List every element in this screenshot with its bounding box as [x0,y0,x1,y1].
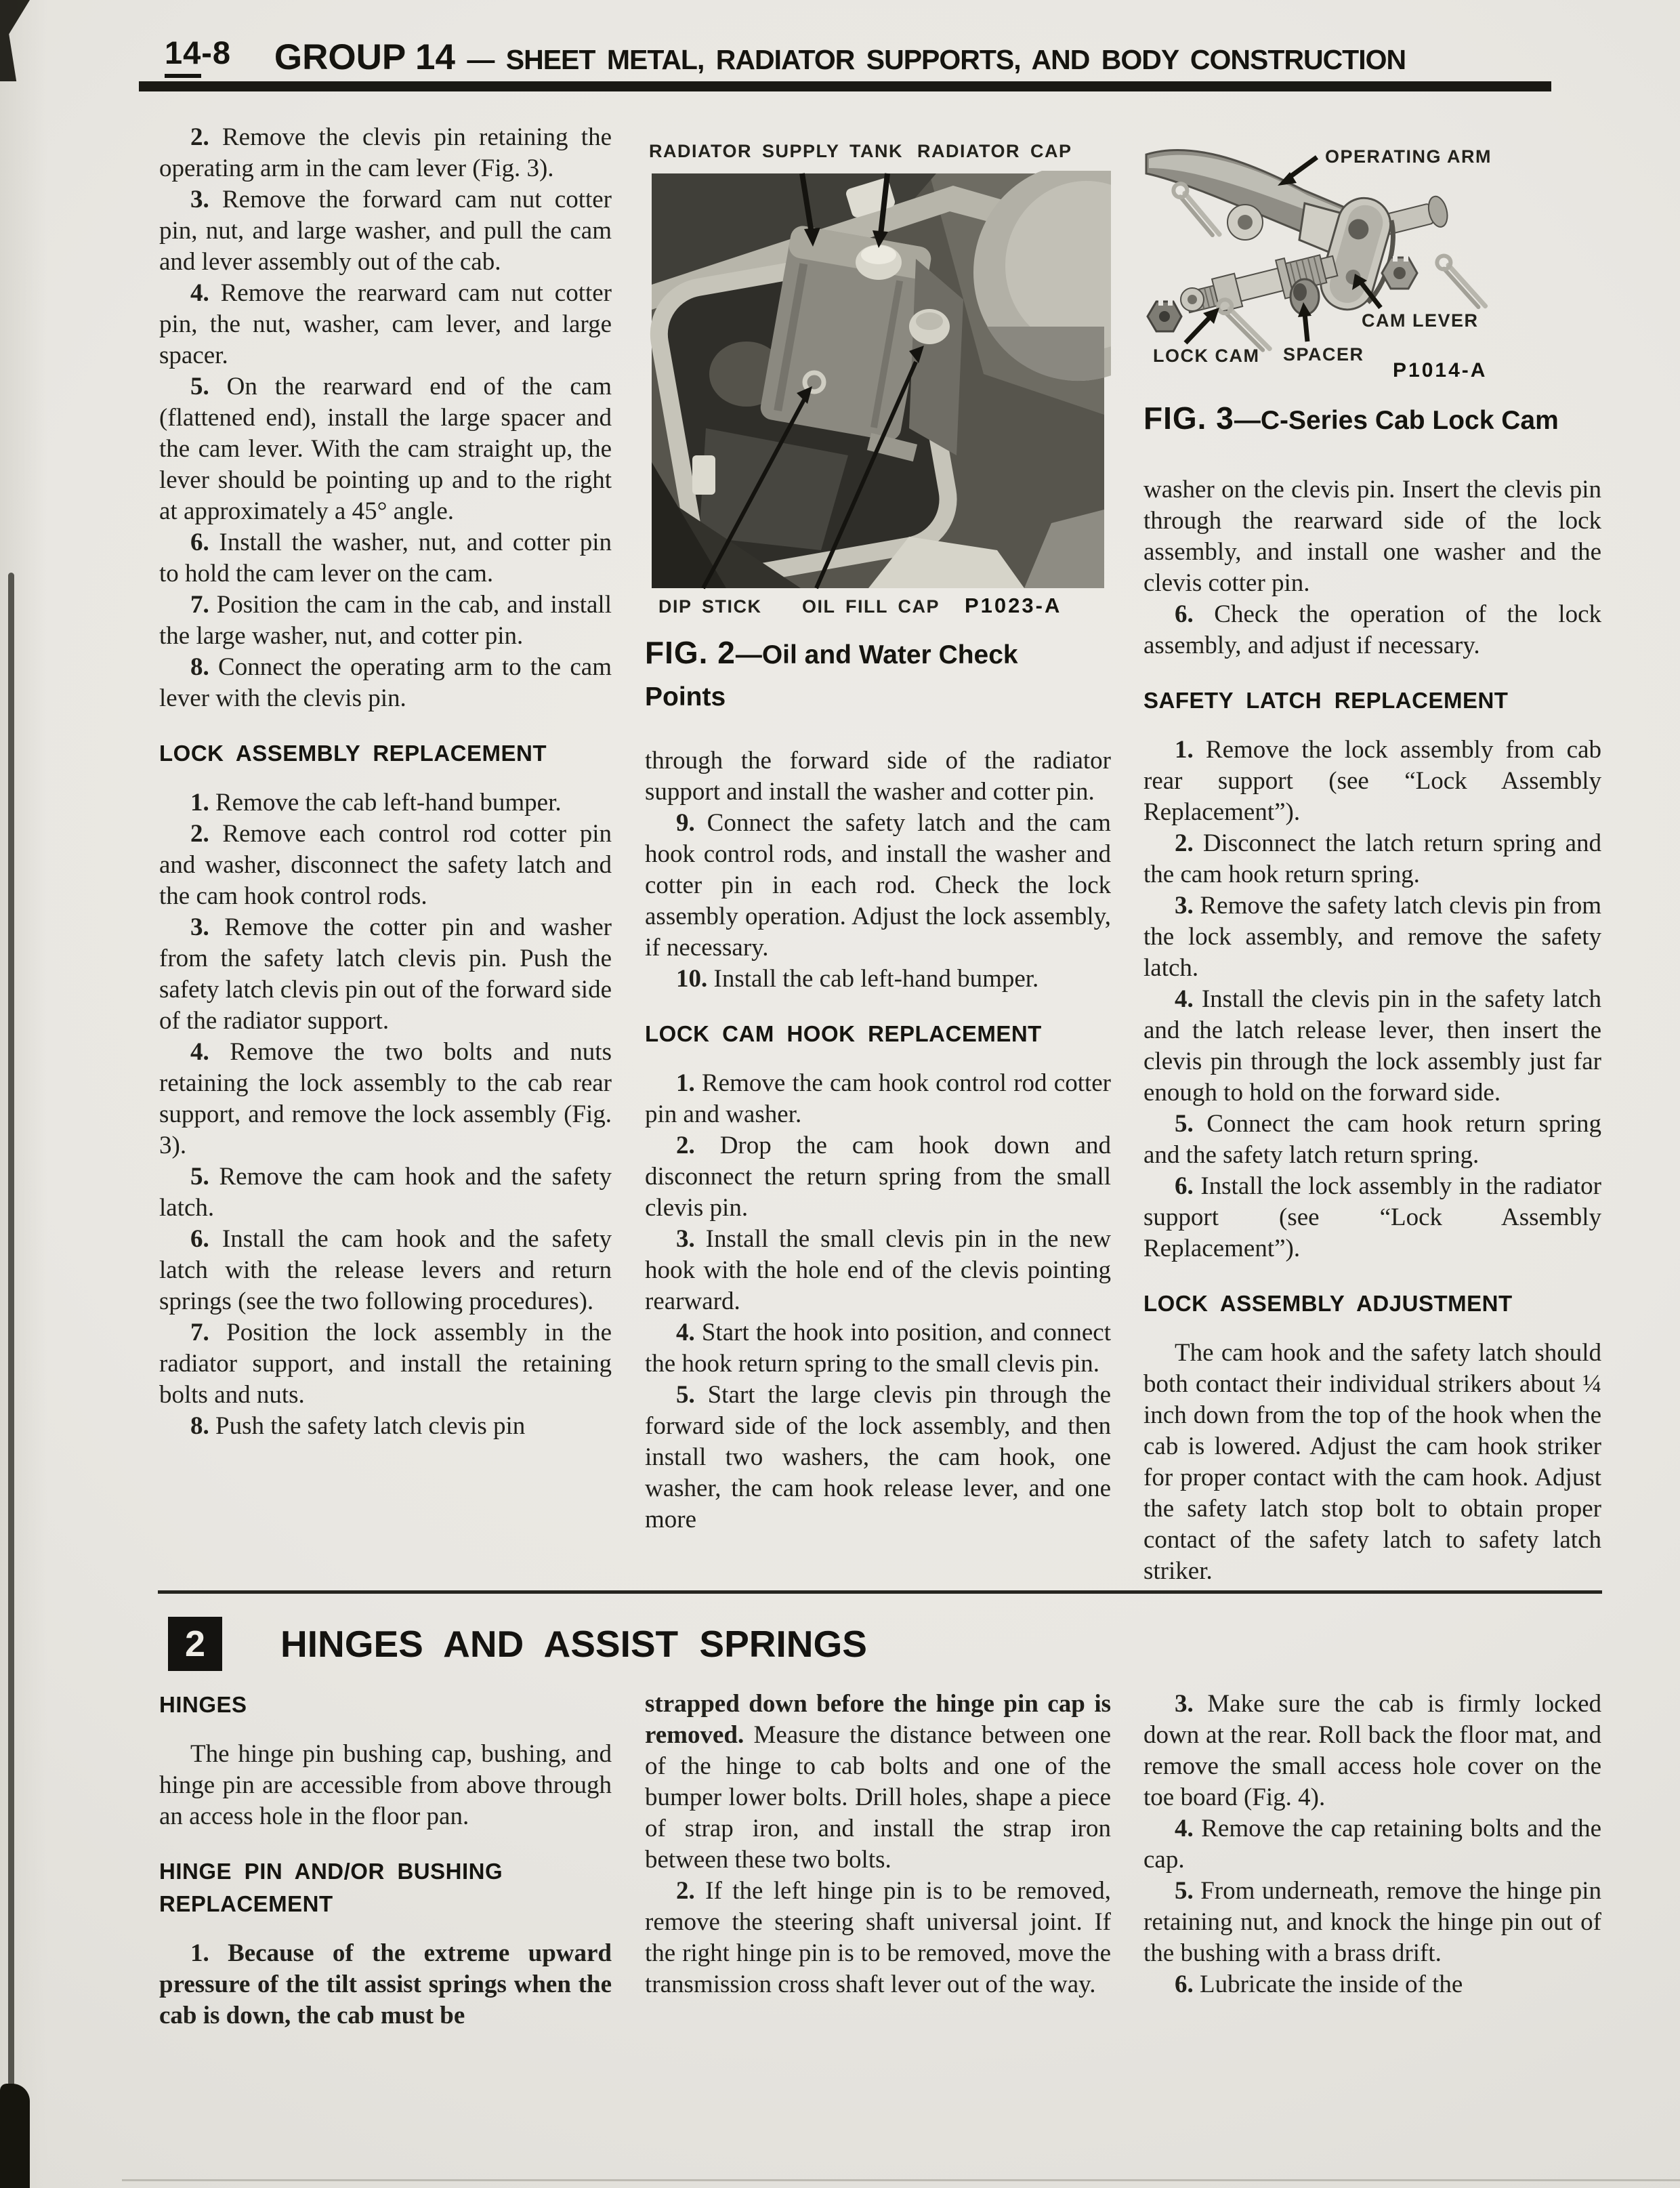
section-2-title: HINGES AND ASSIST SPRINGS [280,1623,867,1665]
step-number: 4. [676,1319,695,1346]
step-number: 2. [676,1877,695,1905]
heading-lock-assembly-replacement: LOCK ASSEMBLY REPLACEMENT [159,741,547,766]
step-number: 5. [190,1163,209,1191]
step-number: 3. [190,186,209,213]
step-number: 7. [190,591,209,619]
figure-2-photo [645,171,1111,591]
heading-lock-assembly-adjustment: LOCK ASSEMBLY ADJUSTMENT [1143,1291,1513,1316]
step-paragraph: 4. Remove the two bolts and nuts retaining the lock assembly to the cab rear support, and remove the lock assembly (Fig. 3). [159,1038,612,1159]
step-number: 8. [190,653,209,681]
step-paragraph: 5. Start the large clevis pin through the forward side of the lock assembly, and then install two washers, the cam hook, one washer, the cam hook release lever, and one more [645,1381,1111,1533]
column-2-text [645,745,1111,1535]
fig3-caption-text: —C-Series Cab Lock Cam [1234,406,1559,435]
step-paragraph: 3. Install the small clevis pin in the new hook with the hole end of the clevis pointing rearward. [645,1225,1111,1315]
fig3-label-lock-cam: LOCK CAM [1153,346,1260,366]
step-number: 5. [676,1381,695,1409]
continuation-paragraph: washer on the clevis pin. Insert the clevis pin through the rearward side of the lock assembly, and install one washer and the clevis cotter pin. [1143,476,1601,597]
step-paragraph: 2. Disconnect the latch return spring and the cam hook return spring. [1143,829,1601,888]
step-paragraph: 6. Lubricate the inside of the [1175,1970,1463,1998]
heading-hinge-pin-bushing-replacement: HINGE PIN AND/OR BUSHING REPLACEMENT [159,1859,503,1916]
step-paragraph: 5. From underneath, remove the hinge pin retaining nut, and knock the hinge pin out of the bushing with a brass drift. [1143,1877,1601,1967]
column-1 [159,122,612,1442]
bold-warning-text: strapped down before the hinge pin cap is removed. [645,1690,1111,1749]
step-number: 4. [190,1038,209,1066]
fig3-caption-number: FIG. 3 [1143,400,1234,436]
column-2 [645,122,1111,1535]
step-paragraph: 6. Check the operation of the lock assembly, and adjust if necessary. [1143,600,1601,659]
section-divider-rule [158,1590,1602,1594]
figure-2-bottom-labels [645,591,1111,625]
bottom-column-2 [645,1689,1111,2000]
step-number: 1. [1175,736,1194,764]
step-number: 2. [676,1132,695,1159]
step-paragraph: 3. Remove the safety latch clevis pin from the lock assembly, and remove the safety latch. [1143,892,1601,982]
body-paragraph: The cam hook and the safety latch should both contact their individual strikers about ¼ inch down from the top of the hook when the cab is lowered. Adjust the cam hook striker for proper contact with the cam hook. Adjust the safety latch stop bolt to obtain proper contact of the safety latch to safety latch striker. [1143,1339,1601,1585]
step-number: 5. [1175,1110,1194,1138]
bottom-column-1 [159,1689,612,2031]
step-paragraph: 9. Connect the safety latch and the cam hook control rods, and install the washer and cotter pin in each rod. Check the lock assembly operation. Adjust the lock assembly, if necessary. [645,809,1111,962]
fig3-label-cam-lever: CAM LEVER [1362,310,1479,331]
group-subtitle: — SHEET METAL, RADIATOR SUPPORTS, AND BODY CONSTRUCTION [455,44,1406,75]
step-paragraph: 2. Drop the cam hook down and disconnect the return spring from the small clevis pin. [645,1132,1111,1222]
step-paragraph: 8. Push the safety latch clevis pin [190,1412,526,1440]
step-paragraph: 4. Start the hook into position, and connect the hook return spring to the small clevis pin. [645,1319,1111,1378]
fig3-label-spacer: SPACER [1283,344,1364,365]
step-paragraph: 5. On the rearward end of the cam (flattened end), install the large spacer and the cam lever. With the cam straight up, the lever should be pointing up and to the right at approximately a 45° angle. [159,373,612,525]
castellated-nut-shape [1382,256,1417,289]
step-paragraph: 7. Position the lock assembly in the radiator support, and install the retaining bolts and nuts. [159,1319,612,1409]
fig3-label-operating-arm: OPERATING ARM [1325,146,1492,167]
step-number: 3. [1175,892,1194,920]
step-paragraph: 6. Install the lock assembly in the radiator support (see “Lock Assembly Replacement”). [1143,1172,1601,1262]
step-paragraph: 4. Install the clevis pin in the safety latch and the latch release lever, then insert the clevis pin through the lock assembly just far enough to hold on the forward side. [1143,985,1601,1107]
step-number: 1. [190,789,209,817]
step-paragraph: 5. Remove the cam hook and the safety latch. [159,1163,612,1222]
fig2-caption-text: —Oil and Water Check Points [645,640,1018,711]
fig2-label-dip-stick: DIP STICK [658,596,762,617]
step-number: 1. [676,1069,695,1097]
continuation-paragraph: through the forward side of the radiator support and install the washer and cotter pin. [645,747,1111,806]
step-number: 3. [676,1225,695,1253]
step-paragraph: 1. Remove the cam hook control rod cotter pin and washer. [645,1069,1111,1128]
step-paragraph: 1. Remove the lock assembly from cab rear support (see “Lock Assembly Replacement”). [1143,736,1601,826]
step-paragraph: 6. Install the cam hook and the safety latch with the release levers and return springs (see the two following procedures). [159,1225,612,1315]
step-paragraph: 7. Position the cam in the cab, and install the large washer, nut, and cotter pin. [159,591,612,650]
fig3-photo-code: P1014-A [1393,359,1488,381]
figure-3-caption [1143,400,1601,445]
scan-artifact-left-edge [8,573,14,2188]
page-title [0,37,1680,78]
step-number: 8. [190,1412,209,1440]
figure-3-diagram [1143,102,1601,392]
step-paragraph [159,1938,612,2031]
step-paragraph: 3. Remove the cotter pin and washer from the safety latch clevis pin. Push the safety latch clevis pin out of the forward side of the radiator support. [159,913,612,1035]
step-paragraph: 2. Remove the clevis pin retaining the operating arm in the cam lever (Fig. 3). [159,123,612,182]
step-number: 6. [1175,1172,1194,1200]
step-paragraph: 2. Remove each control rod cotter pin and washer, disconnect the safety latch and the cam hook control rods. [159,820,612,910]
step-number: 4. [1175,985,1194,1013]
step-paragraph: 4. Remove the cap retaining bolts and the cap. [1143,1815,1601,1874]
step-paragraph: 1. Remove the cab left-hand bumper. [190,789,562,817]
column-3 [1143,122,1601,1587]
step-paragraph: 6. Install the washer, nut, and cotter pin to hold the cam lever on the cam. [159,529,612,587]
body-paragraph: The hinge pin bushing cap, bushing, and hinge pin are accessible from above through an access hole in the floor pan. [159,1740,612,1830]
step-number: 4. [190,279,209,307]
scan-artifact-bottom-edge [122,2179,1680,2181]
page-number-major: 14 [165,34,201,78]
page-number-minor: -8 [201,35,232,70]
continuation-paragraph: strapped down before the hinge pin cap is removed. Measure the distance between one of the hinge to cab bolts and one of the bumper lower bolts. Drill holes, shape a piece of strap iron, and install the strap iron between these two bolts. [645,1690,1111,1874]
step-number: 4. [1175,1815,1194,1842]
step-number: 6. [190,1225,209,1253]
scan-artifact-bottom-left [0,2084,30,2188]
figure-2-top-labels [645,122,1111,171]
group-label: GROUP 14 [274,37,455,77]
castellated-nut-shape [1148,300,1181,331]
step-number: 2. [1175,829,1194,857]
fig2-label-radiator-supply-tank: RADIATOR SUPPLY TANK [649,141,904,161]
step-number: 10. [676,965,708,993]
fig2-label-radiator-cap: RADIATOR CAP [917,141,1072,161]
bottom-column-3 [1143,1689,1601,2000]
step-paragraph: 4. Remove the rearward cam nut cotter pin, the nut, washer, cam lever, and large spacer. [159,279,612,369]
fig2-caption-number: FIG. 2 [645,635,736,670]
step-paragraph: 2. If the left hinge pin is to be removed, remove the steering shaft universal joint. If the right hinge pin is to be removed, move the transmission cross shaft lever out of the way. [645,1877,1111,1998]
heading-safety-latch-replacement: SAFETY LATCH REPLACEMENT [1143,688,1509,713]
fig2-label-oil-fill-cap: OIL FILL CAP [802,596,940,617]
heading-lock-cam-hook-replacement: LOCK CAM HOOK REPLACEMENT [645,1021,1042,1046]
step-number: 6. [1175,1970,1194,1998]
step-number: 2. [190,123,209,151]
step-number: 3. [1175,1690,1194,1718]
heading-hinges: HINGES [159,1692,247,1717]
step-number: 5. [1175,1877,1194,1905]
column-3-text [1143,474,1601,1587]
step-number: 3. [190,913,209,941]
step-number: 2. [190,820,209,848]
step-number: 6. [190,529,209,556]
step-paragraph: 3. Make sure the cab is firmly locked down at the rear. Roll back the floor mat, and remove the small access hole cover on the toe board (Fig. 4). [1143,1690,1601,1811]
step-number: 5. [190,373,209,400]
step-paragraph: 8. Connect the operating arm to the cam lever with the clevis pin. [159,653,612,712]
section-2-heading [168,1617,867,1671]
lock-cam-shape [1182,247,1339,322]
fig2-photo-code: P1023-A [965,594,1062,617]
step-number: 6. [1175,600,1194,628]
section-number-badge: 2 [168,1617,222,1671]
step-paragraph: 3. Remove the forward cam nut cotter pin, nut, and large washer, and pull the cam and lever assembly out of the cab. [159,186,612,276]
step-number: 7. [190,1319,209,1346]
step-paragraph: 10. Install the cab left-hand bumper. [676,965,1039,993]
cotter-pin-shape [1434,253,1490,313]
figure-2-caption [645,634,1072,721]
bold-warning-text: 1. Because of the extreme upward pressure of the tilt assist springs when the cab is down, the cab must be [159,1939,612,2029]
header-rule [139,81,1551,91]
step-number: 9. [676,809,695,837]
step-paragraph: 5. Connect the cam hook return spring and the safety latch return spring. [1143,1110,1601,1169]
